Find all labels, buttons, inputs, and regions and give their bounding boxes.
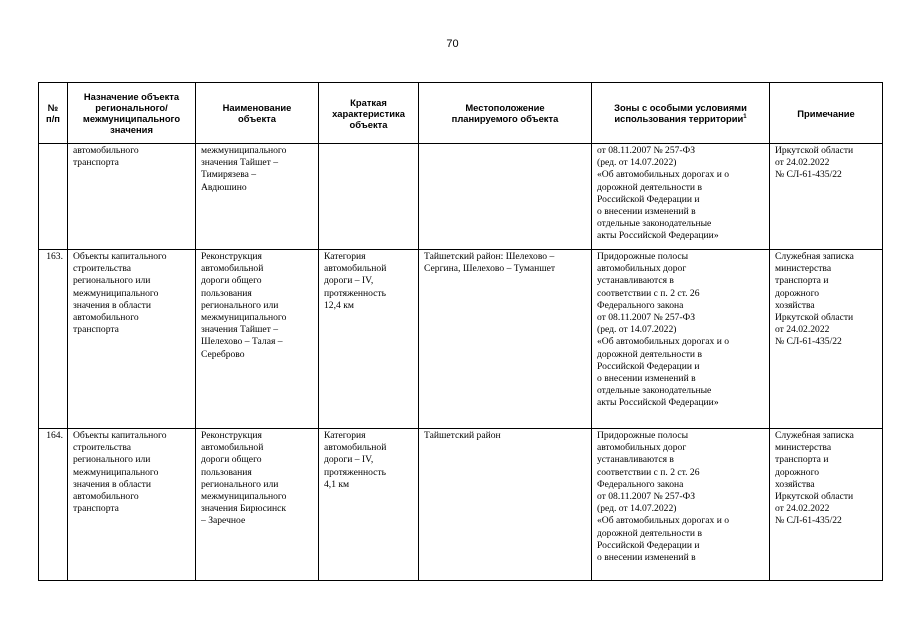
header-line: характеристика [332,107,405,119]
cell-text-line: автомобильного [73,312,139,324]
cell-text-line: отдельные законодательные [597,385,712,397]
page-number: 70 [446,38,459,50]
cell-text-line: Российской Федерации и [597,539,700,551]
cell-text-line: транспорта и [775,454,829,466]
cell-name [196,429,319,581]
cell-text-line: дорожной деятельности в [597,348,702,360]
header-line: Назначение объекта [83,91,180,102]
cell-characteristics [319,144,419,250]
cell-text-line: пользования [201,466,252,478]
cell-text-line: 12,4 км [324,299,354,311]
cell-text-line: Российской Федерации и [597,193,700,205]
cell-text-line: от 24.02.2022 [775,157,830,169]
header-line: объекта [349,118,388,130]
cell-text-line: межмуниципального [73,466,159,478]
header-line: межмуниципального [82,113,181,124]
cell-text-line: строительства [73,263,132,275]
cell-note [770,144,883,250]
cell-text-line: № СЛ-61-435/22 [775,336,842,348]
cell-text-line: Придорожные полосы [597,251,689,262]
cell-text-line: межмуниципального [201,491,287,503]
header-name [196,83,319,144]
cell-purpose [68,144,196,250]
cell-text-line: о внесении изменений в [597,552,696,564]
cell-text-line: Реконструкция [201,430,262,441]
cell-note [770,250,883,429]
cell-text-line: о внесении изменений в [597,373,696,385]
cell-number [39,429,68,581]
header-line: Местоположение [465,102,545,113]
cell-text-line: значения Тайшет – [201,324,279,336]
cell-purpose [68,429,196,581]
cell-text-line: устанавливаются в [597,454,674,466]
cell-text-line: (ред. от 14.07.2022) [597,503,677,515]
cell-text-line: транспорта [73,324,119,336]
cell-text-line: от 08.11.2007 № 257-ФЗ [597,312,695,324]
header-line: планируемого объекта [451,113,559,124]
cell-text-line: автомобильных дорог [597,442,687,454]
cell-text-line: Категория [324,251,366,262]
cell-text-line: Служебная записка [775,430,854,441]
header-line: № [47,102,59,113]
table-row [39,429,883,581]
cell-text-line: Шелехово – Талая – [201,336,283,348]
cell-text-line: протяженность [324,466,386,478]
cell-text-line: Категория [324,430,366,441]
cell-text-line: 164. [46,430,63,441]
cell-text-line: Служебная записка [775,251,854,262]
cell-location [419,250,592,429]
header-line: Примечание [797,107,855,119]
cell-text-line: отдельные законодательные [597,218,712,230]
header-zones [592,83,770,144]
header-line: использования территории$^1$ [614,113,747,124]
cell-text-line: Тайшетский район: Шелехово – [424,251,555,262]
cell-text-line: «Об автомобильных дорогах и о [597,515,730,527]
header-number [39,83,68,144]
cell-text-line: транспорта [73,157,119,169]
cell-location [419,144,592,250]
cell-purpose [68,250,196,429]
footnote-marker: 1 [743,113,747,120]
cell-text-line: от 24.02.2022 [775,503,830,515]
cell-text-line: № СЛ-61-435/22 [775,169,842,181]
cell-text-line: значения в области [73,299,151,311]
cell-text-line: хозяйства [775,299,815,311]
cell-text-line: автомобильной [201,263,264,275]
cell-zones [592,144,770,250]
cell-text-line: № СЛ-61-435/22 [775,515,842,527]
table-body [39,144,883,581]
cell-text-line: автомобильной [324,442,387,454]
cell-text-line: Иркутской области [775,312,854,324]
cell-text-line: от 08.11.2007 № 257-ФЗ [597,145,695,156]
cell-text-line: Сергина, Шелехово – Туманшет [424,263,556,275]
cell-text-line: дороги – IV, [324,275,374,287]
cell-text-line: автомобильного [73,491,139,503]
cell-text-line: Тимирязева – [201,169,257,181]
cell-zones [592,250,770,429]
header-note [770,83,883,144]
cell-text-line: дороги общего [201,275,262,287]
cell-text-line: транспорта и [775,275,829,287]
cell-text-line: автомобильной [201,442,264,454]
cell-text-line: Федерального закона [597,299,684,311]
header-line: регионального/ [95,102,168,113]
cell-text-line: транспорта [73,503,119,515]
cell-text-line: Сереброво [201,348,245,360]
cell-text-line: регионального или [73,275,151,287]
cell-text-line: «Об автомобильных дорогах и о [597,169,730,181]
cell-text-line: от 24.02.2022 [775,324,830,336]
header-line: п/п [46,113,60,124]
cell-text-line: Реконструкция [201,251,262,262]
cell-text-line: межмуниципального [201,145,287,156]
cell-text-line: дорожной деятельности в [597,527,702,539]
cell-text-line: дороги общего [201,454,262,466]
header-line: Зоны с особыми условиями [614,102,747,113]
cell-text-line: соответствии с п. 2 ст. 26 [597,287,700,299]
header-line: значения [110,124,153,135]
cell-text-line: Иркутской области [775,145,854,156]
cell-text-line: строительства [73,442,132,454]
cell-text-line: пользования [201,287,252,299]
cell-text-line: Федерального закона [597,478,684,490]
cell-text-line: Авдюшино [201,181,247,193]
header-purpose [68,83,196,144]
cell-text-line: 4,1 км [324,478,350,490]
cell-text-line: – Заречное [201,515,246,527]
cell-text-line: о внесении изменений в [597,206,696,218]
cell-text-line: хозяйства [775,478,815,490]
cell-text-line: регионального или [201,299,279,311]
cell-text-line: акты Российской Федерации» [597,230,719,242]
cell-text-line: регионального или [73,454,151,466]
cell-text-line: министерства [775,442,832,454]
cell-text-line: протяженность [324,287,386,299]
cell-text-line: Российской Федерации и [597,360,700,372]
cell-text-line: Иркутской области [775,491,854,503]
cell-number [39,144,68,250]
cell-text-line: Объекты капитального [73,430,167,441]
cell-text-line: соответствии с п. 2 ст. 26 [597,466,700,478]
cell-text-line: 163. [46,251,63,262]
cell-text-line: дорожной деятельности в [597,181,702,193]
cell-location [419,429,592,581]
table-header-row [39,83,883,144]
cell-text-line: автомобильного [73,145,139,156]
cell-text-line: Тайшетский район [424,430,501,441]
cell-name [196,250,319,429]
cell-text-line: дорожного [775,287,820,299]
table-row [39,144,883,250]
cell-text-line: значения Бирюсинск [201,503,287,515]
cell-zones [592,429,770,581]
cell-note [770,429,883,581]
cell-text-line: Придорожные полосы [597,430,689,441]
cell-text-line: от 08.11.2007 № 257-ФЗ [597,491,695,503]
cell-text-line: регионального или [201,478,279,490]
objects-table [38,82,883,581]
cell-number [39,250,68,429]
cell-text-line: значения Тайшет – [201,157,279,169]
cell-text-line: автомобильных дорог [597,263,687,275]
cell-text-line: министерства [775,263,832,275]
cell-text-line: автомобильной [324,263,387,275]
cell-text-line: (ред. от 14.07.2022) [597,157,677,169]
cell-text-line: значения в области [73,478,151,490]
cell-characteristics [319,250,419,429]
cell-text-line: межмуниципального [73,287,159,299]
cell-characteristics [319,429,419,581]
header-location [419,83,592,144]
header-characteristics [319,83,419,144]
header-line: объекта [238,113,276,124]
cell-text-line: межмуниципального [201,312,287,324]
cell-text-line: (ред. от 14.07.2022) [597,324,677,336]
cell-text-line: дороги – IV, [324,454,374,466]
cell-text-line: «Об автомобильных дорогах и о [597,336,730,348]
header-line: Наименование [222,102,292,113]
table-row [39,250,883,429]
header-line: Краткая [350,96,387,108]
cell-name [196,144,319,250]
cell-text-line: акты Российской Федерации» [597,397,719,409]
cell-text-line: Объекты капитального [73,251,167,262]
cell-text-line: устанавливаются в [597,275,674,287]
cell-text-line: дорожного [775,466,820,478]
